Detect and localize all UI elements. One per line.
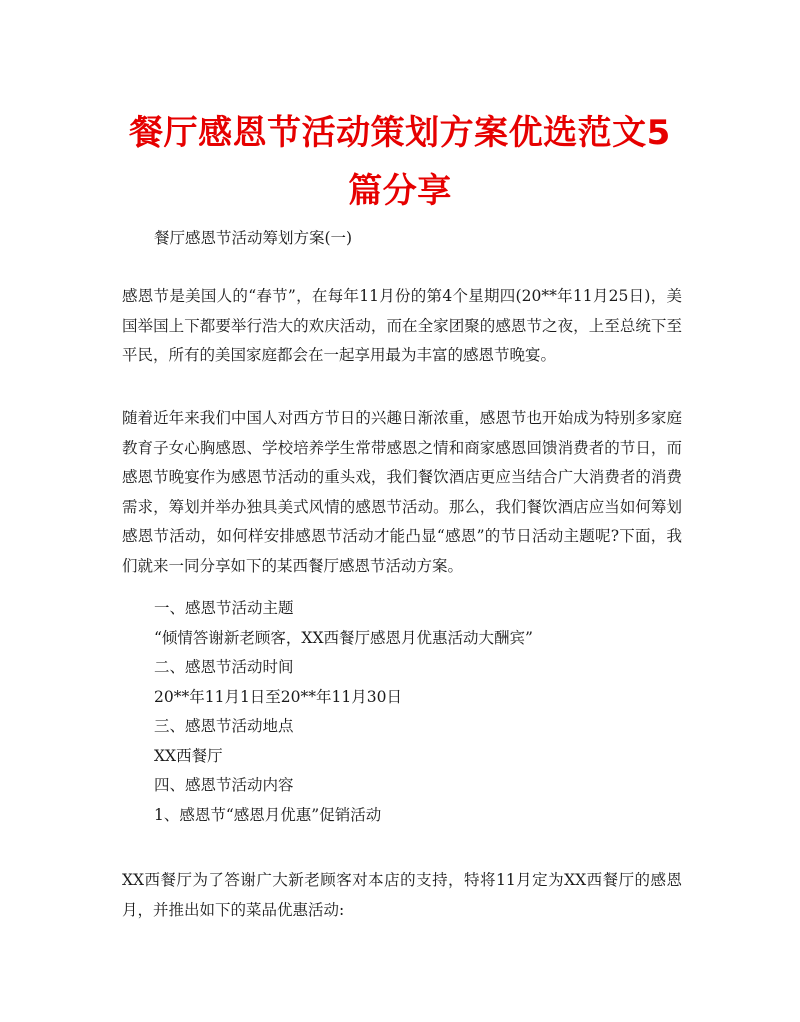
section-content-time: 20**年11月1日至20**年11月30日 bbox=[154, 688, 402, 706]
section-content-location: XX西餐厅 bbox=[154, 747, 223, 765]
section-heading-time: 二、感恩节活动时间 bbox=[154, 658, 294, 676]
section-content-theme: “倾情答谢新老顾客，XX西餐厅感恩月优惠活动大酬宾” bbox=[154, 629, 533, 647]
section-heading-content: 四、感恩节活动内容 bbox=[154, 776, 294, 794]
paragraph-closing: XX西餐厅为了答谢广大新老顾客对本店的支持，特将11月定为XX西餐厅的感恩月，并推出如下的菜品优惠活动: bbox=[122, 871, 682, 919]
document-subtitle: 餐厅感恩节活动筹划方案(一) bbox=[154, 229, 353, 247]
paragraph-intro: 感恩节是美国人的“春节”，在每年11月份的第4个星期四(20**年11月25日)，美国举国上下都要举行浩大的欢庆活动，而在全家团聚的感恩节之夜，上至总统下至平民，所有的美国家庭都会在一起享用最为丰富的感恩节晚宴。 bbox=[122, 287, 682, 364]
section-heading-theme: 一、感恩节活动主题 bbox=[154, 599, 294, 617]
document-title: 餐厅感恩节活动策划方案优选范文5篇分享 bbox=[129, 113, 671, 211]
paragraph-background: 随着近年来我们中国人对西方节日的兴趣日渐浓重，感恩节也开始成为特别多家庭教育子女心胸感恩、学校培养学生常带感恩之情和商家感恩回馈消费者的节日，而感恩节晚宴作为感恩节活动的重头戏，我们餐饮酒店更应当结合广大消费者的消费需求，筹划并举办独具美式风情的感恩节活动。那么，我们餐饮酒店应当如何筹划感恩节活动，如何样安排感恩节活动才能凸显“感恩”的节日活动主题呢?下面，我们就来一同分享如下的某西餐厅感恩节活动方案。 bbox=[122, 409, 682, 575]
section-heading-location: 三、感恩节活动地点 bbox=[154, 717, 294, 735]
section-subheading-promotion: 1、感恩节“感恩月优惠”促销活动 bbox=[154, 806, 382, 824]
